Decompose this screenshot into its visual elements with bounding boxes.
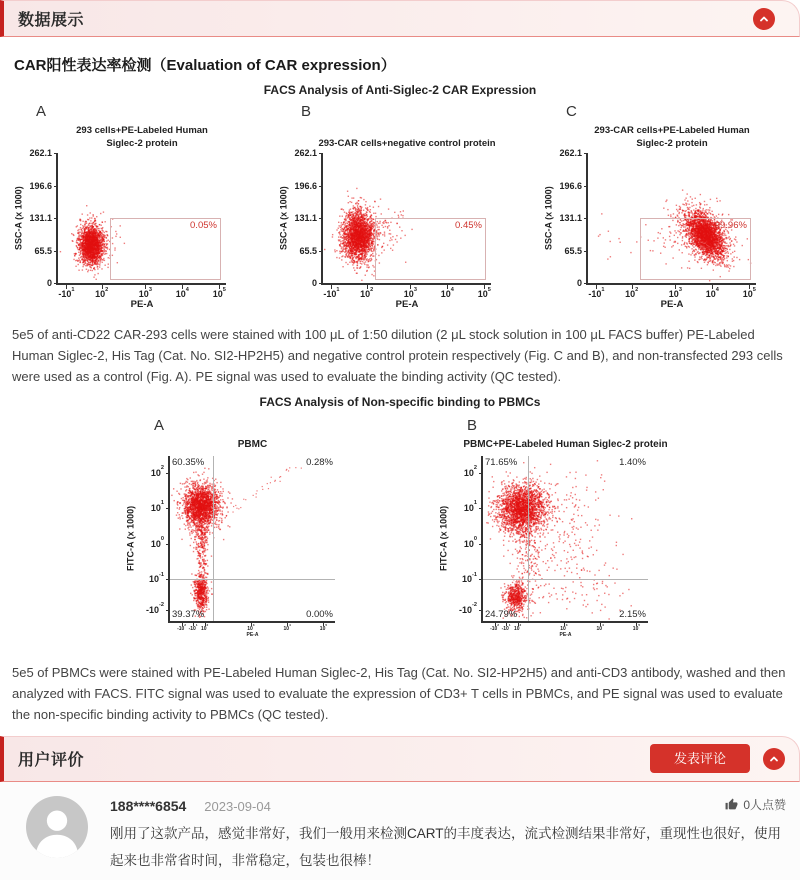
plot-title: 293-CAR cells+negative control protein — [318, 138, 496, 150]
review-username: 188****6854 — [110, 797, 187, 814]
panel-letter: B — [467, 417, 478, 435]
user-reviews-header — [0, 736, 800, 782]
figure1-caption: 5e5 of anti-CD22 CAR-293 cells were stained with 100 μL of 1:50 dilution (2 μL stock solution in 100 μL FACS buffer) PE-Labeled Human Siglec-2, His Tag (Cat. No. SI2-HP2H5) and negative control protein respectively (Fig. C and B), and non-transfected 293 cells were used as a control (Fig. A). PE signal was used to evaluate the binding activity (QC tested). — [12, 327, 783, 384]
quadrant-vline — [213, 456, 214, 621]
y-tick: 65.5 — [564, 245, 582, 256]
data-display-header — [0, 0, 800, 37]
gate-percent-label: 0.05% — [190, 220, 217, 231]
x-tick: $-10^2$ — [177, 623, 187, 633]
y-tick: 131.1 — [294, 213, 317, 223]
plot-grid — [437, 456, 648, 651]
y-ticks — [290, 148, 323, 288]
x-tick: $10^5$ — [477, 286, 491, 299]
y-tick: $10^{-1}$ — [462, 571, 477, 585]
gate-box — [640, 218, 751, 280]
y-axis-label: SSC-A (x 1000) — [13, 186, 24, 250]
facs-panel-row2-b — [437, 415, 676, 651]
x-tick: $-10^1$ — [188, 623, 198, 633]
y-tick: $10^{-1}$ — [149, 571, 164, 585]
y-tick: 0 — [576, 278, 582, 288]
scatter-canvas — [170, 456, 335, 621]
x-tick: $10^4$ — [283, 623, 291, 633]
review-item — [0, 782, 800, 874]
x-tick: $-10^1$ — [588, 286, 605, 299]
x-tick: $-10^2$ — [490, 623, 500, 633]
chevron-up-icon — [758, 13, 770, 25]
review-body — [110, 796, 786, 874]
plot-title: 293 cells+PE-Labeled Human Siglec-2 protein — [76, 125, 208, 150]
quadrant-percent-tl: 60.35% — [172, 457, 205, 469]
data-display-title: 数据展示 — [18, 12, 85, 29]
y-tick: 0 — [46, 278, 52, 288]
panel-letter: B — [301, 103, 312, 120]
car-expression-heading: CAR阳性表达率检测（Evaluation of CAR expression） — [14, 57, 396, 74]
review-meta — [110, 796, 786, 814]
figure1-title: FACS Analysis of Anti-Siglec-2 CAR Expression — [263, 83, 537, 97]
x-tick: $10^5$ — [632, 623, 641, 633]
quadrant-percent-tr: 0.28% — [306, 457, 333, 469]
x-axis-label: PE-A — [246, 632, 259, 639]
panel-letter: A — [36, 103, 47, 120]
figure2-title: FACS Analysis of Non-specific binding to PBMCs — [259, 395, 541, 410]
quadrant-hline — [170, 579, 335, 580]
quadrant-percent-bl: 24.79% — [485, 609, 518, 621]
plot-title: 293-CAR cells+PE-Labeled Human Siglec-2 protein — [594, 125, 750, 150]
collapse-data-section-button[interactable] — [753, 8, 775, 30]
plot-area — [170, 456, 335, 621]
quadrant-percent-bl: 39.37% — [172, 609, 205, 621]
y-tick: 131.1 — [559, 213, 582, 223]
x-tick: $10^5$ — [212, 286, 226, 299]
plot-area — [58, 153, 226, 283]
y-ticks — [555, 148, 588, 288]
y-tick: $10^1$ — [150, 500, 164, 513]
plot-grid — [12, 148, 226, 313]
y-tick: $10^1$ — [463, 500, 477, 513]
x-ticks — [323, 285, 491, 299]
x-tick: $10^3$ — [138, 286, 152, 299]
plot-title: PBMC+PE-Labeled Human Siglec-2 protein — [463, 439, 668, 451]
x-tick: $10^2$ — [513, 623, 522, 633]
y-tick: 262.1 — [294, 148, 317, 158]
y-tick: 196.6 — [29, 180, 52, 191]
y-tick: 65.5 — [299, 245, 317, 256]
review-text: 刚用了这款产品，感觉非常好，我们一般用来检测CART的丰度表达，流式检测结果非常好，重现性也很好，使用起来也非常省时间，非常稳定，包装也很棒！ — [110, 825, 782, 868]
quadrant-percent-tr: 1.40% — [619, 457, 646, 469]
person-silhouette-icon — [26, 845, 88, 862]
x-tick: $10^4$ — [705, 286, 719, 299]
y-tick: 262.1 — [29, 148, 52, 158]
plot-grid — [124, 456, 335, 651]
y-tick: $10^0$ — [150, 536, 164, 549]
y-tick: $-10^{-2}$ — [459, 602, 477, 615]
panel-letter: C — [566, 103, 577, 120]
y-tick: 196.6 — [559, 180, 582, 191]
y-axis-label: FITC-A (x 1000) — [125, 506, 136, 572]
y-tick: $-10^{-2}$ — [146, 602, 164, 615]
y-axis-label: SSC-A (x 1000) — [543, 186, 554, 250]
user-reviews-title: 用户评价 — [18, 752, 85, 770]
y-axis-label: FITC-A (x 1000) — [438, 506, 449, 572]
y-tick: $10^0$ — [463, 536, 477, 549]
scatter-canvas — [483, 456, 648, 621]
y-tick: $10^2$ — [150, 465, 164, 478]
y-ticks — [25, 148, 58, 288]
review-like-button[interactable] — [725, 796, 786, 813]
review-date: 2023-09-04 — [204, 798, 271, 814]
y-tick: 196.6 — [294, 180, 317, 191]
quadrant-percent-br: 0.00% — [306, 609, 333, 621]
facs-panel-row2-a — [124, 415, 363, 651]
x-tick: $-10^1$ — [501, 623, 511, 633]
quadrant-vline — [528, 456, 529, 621]
gate-percent-label: 99.96% — [714, 220, 747, 231]
x-tick: $10^3$ — [668, 286, 682, 299]
x-tick: $10^2$ — [360, 286, 374, 299]
x-tick: $10^4$ — [596, 623, 604, 633]
plot-grid — [542, 148, 756, 313]
gate-box — [375, 218, 486, 280]
x-ticks — [588, 285, 756, 299]
x-tick: $10^5$ — [742, 286, 756, 299]
y-tick: 262.1 — [559, 148, 582, 158]
y-tick: 65.5 — [34, 245, 52, 256]
facs-row-2 — [10, 411, 790, 651]
x-axis-label: PE-A — [559, 632, 572, 639]
facs-panel-row1-b — [277, 101, 519, 313]
x-tick: $10^3$ — [560, 623, 568, 633]
quadrant-hline — [483, 579, 648, 580]
x-tick: $10^4$ — [175, 286, 189, 299]
thumbs-up-icon — [725, 798, 738, 811]
y-tick: 131.1 — [29, 213, 52, 223]
y-ticks — [450, 456, 483, 621]
post-review-button[interactable]: 发表评论 — [650, 744, 750, 773]
reviews-header-actions — [650, 744, 785, 773]
x-tick: $10^2$ — [95, 286, 109, 299]
x-tick: $10^3$ — [247, 623, 255, 633]
x-axis-label: PE-A — [660, 299, 684, 310]
panel-letter: A — [154, 417, 165, 435]
x-tick: $-10^1$ — [323, 286, 340, 299]
gate-box — [110, 218, 221, 280]
gate-percent-label: 0.45% — [455, 220, 482, 231]
y-axis-label: SSC-A (x 1000) — [278, 186, 289, 250]
x-ticks — [58, 285, 226, 299]
collapse-reviews-button[interactable] — [763, 748, 785, 770]
x-tick: $-10^1$ — [58, 286, 75, 299]
quadrant-percent-tl: 71.65% — [485, 457, 518, 469]
avatar — [26, 796, 88, 858]
likes-count: 0人点赞 — [743, 797, 786, 812]
x-tick: $10^5$ — [319, 623, 328, 633]
chevron-up-icon — [768, 753, 780, 765]
plot-area — [323, 153, 491, 283]
x-tick: $10^4$ — [440, 286, 454, 299]
x-tick: $10^3$ — [403, 286, 417, 299]
x-tick: $10^2$ — [200, 623, 209, 633]
data-display-content — [0, 54, 800, 726]
facs-panel-row1-a — [12, 101, 254, 313]
y-tick: 0 — [311, 278, 317, 288]
x-axis-label: PE-A — [130, 299, 154, 310]
y-ticks — [137, 456, 170, 621]
figure2-caption: 5e5 of PBMCs were stained with PE-Labeled Human Siglec-2, His Tag (Cat. No. SI2-HP2H5) and anti-CD3 antibody, washed and then analyzed with FACS. FITC signal was used to evaluate the expression of CD3+ T cells in PBMCs, and PE signal was used to evaluate the non-specific binding activity to PBMCs (QC tested). — [12, 665, 786, 722]
y-tick: $10^2$ — [463, 465, 477, 478]
quadrant-percent-br: 2.15% — [619, 609, 646, 621]
plot-title: PBMC — [237, 439, 268, 451]
plot-area — [588, 153, 756, 283]
plot-grid — [277, 148, 491, 313]
facs-panel-row1-c — [542, 101, 784, 313]
x-tick: $10^2$ — [625, 286, 639, 299]
review-list — [0, 782, 800, 880]
x-axis-label: PE-A — [395, 299, 419, 310]
facs-row-1 — [10, 99, 790, 313]
plot-area — [483, 456, 648, 621]
